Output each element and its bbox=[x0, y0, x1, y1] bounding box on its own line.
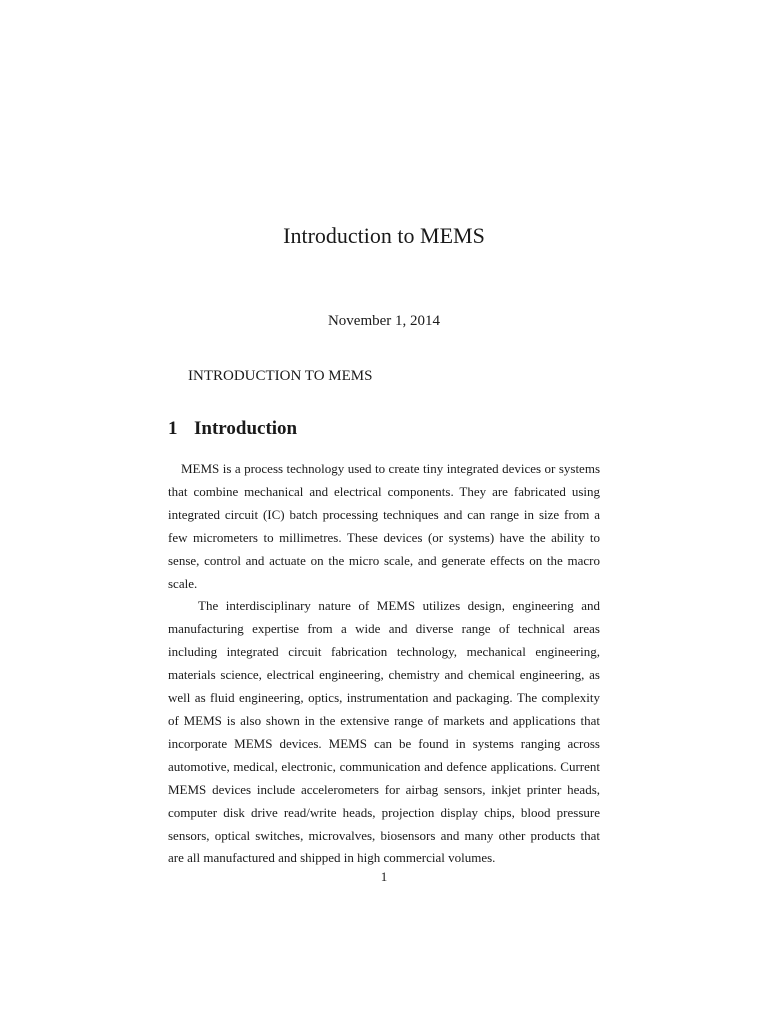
paragraph-2: The interdisciplinary nature of MEMS utilizes design, engineering and manufacturing expertise from a wide and diverse range of technical areas including integrated circuit fabrication technology, mechanical engineering, materials science, electrical engineering, chemistry and chemical engineering, as well as fluid engineering, optics, instrumentation and packaging. The complexity of MEMS is also shown in the extensive range of markets and applications that incorporate MEMS devices. MEMS can be found in systems ranging across automotive, medical, electronic, communication and defence applications. Current MEMS devices include accelerometers for airbag sensors, inkjet printer heads, computer disk drive read/write heads, projection display chips, blood pressure sensors, optical switches, microvalves, biosensors and many other products that are all manufactured and shipped in high commercial volumes. bbox=[168, 598, 600, 866]
document-title: Introduction to MEMS bbox=[283, 223, 485, 248]
document-date: November 1, 2014 bbox=[327, 313, 441, 329]
section-heading bbox=[168, 417, 297, 441]
section-title: Introduction bbox=[194, 418, 298, 439]
body-text bbox=[168, 458, 600, 870]
paragraph-1: MEMS is a process technology used to create tiny integrated devices or systems that combine mechanical and electrical components. They are fabricated using integrated circuit (IC) batch processing techniques and can range in size from a few micrometers to millimetres. These devices (or systems) have the ability to sense, control and actuate on the micro scale, and generate effects on the macro scale. bbox=[168, 461, 600, 591]
running-head: INTRODUCTION TO MEMS bbox=[188, 368, 373, 384]
page-number: 1 bbox=[380, 869, 388, 884]
section-number: 1 bbox=[168, 418, 178, 439]
